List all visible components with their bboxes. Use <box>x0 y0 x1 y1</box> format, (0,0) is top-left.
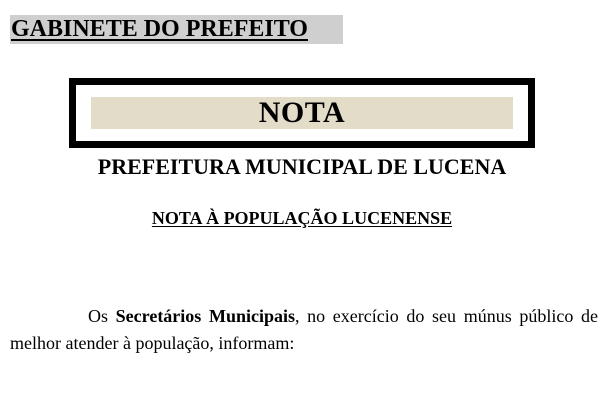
paragraph-lead: Os <box>88 306 116 326</box>
office-heading: GABINETE DO PREFEITO <box>11 16 308 42</box>
document-subtitle: NOTA À POPULAÇÃO LUCENENSE <box>151 208 453 228</box>
body-paragraph <box>10 303 598 357</box>
nota-banner-frame <box>69 78 535 148</box>
nota-banner-label: NOTA <box>258 96 346 129</box>
paragraph-emphasis: Secretários Municipais <box>115 306 295 326</box>
paragraph-rest: , no exercício do seu múnus público de melhor atender à população, informam: <box>10 306 598 353</box>
nota-banner-fill <box>91 97 513 129</box>
organization-title: PREFEITURA MUNICIPAL DE LUCENA <box>97 154 507 179</box>
